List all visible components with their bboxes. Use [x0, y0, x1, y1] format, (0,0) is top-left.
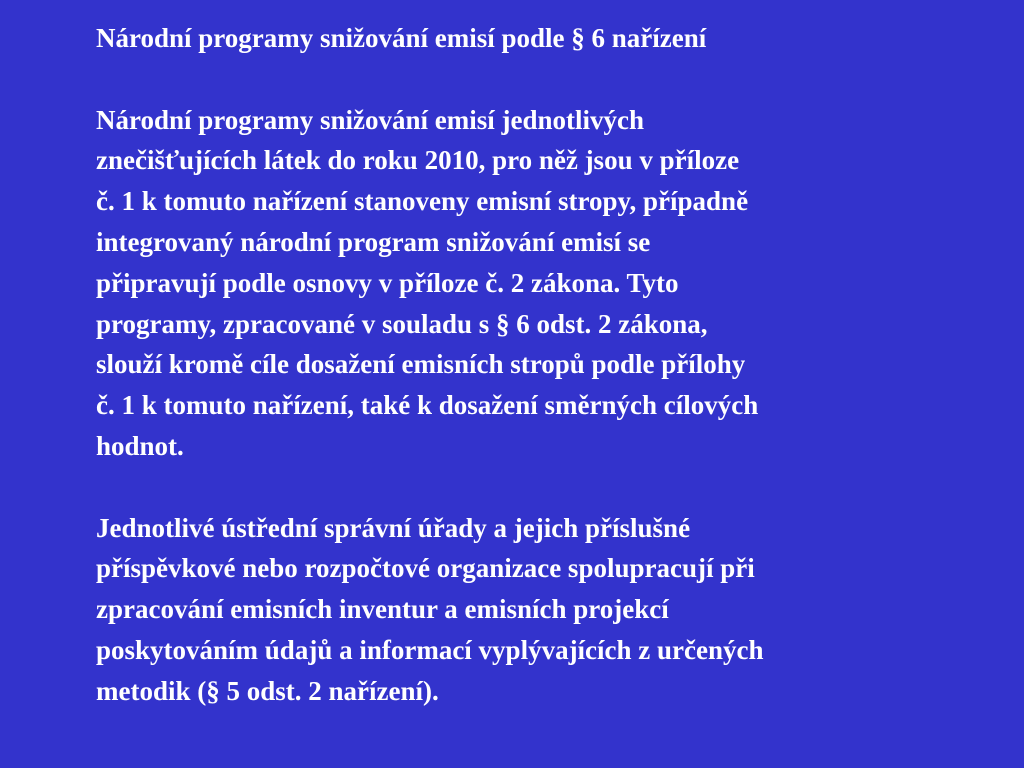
- text-line: integrovaný národní program snižování emisí se: [96, 226, 651, 257]
- text-line: programy, zpracované v souladu s § 6 odst. 2 zákona,: [96, 308, 708, 339]
- text-line: Jednotlivé ústřední správní úřady a jejich příslušné: [96, 512, 691, 543]
- text-line: poskytováním údajů a informací vyplývajících z určených: [96, 634, 764, 665]
- slide-text-body: [96, 18, 976, 712]
- text-line: Národní programy snižování emisí jednotlivých: [96, 104, 645, 135]
- text-line: slouží kromě cíle dosažení emisních stropů podle přílohy: [96, 349, 746, 380]
- paragraph-central-offices: [96, 508, 976, 712]
- text-line: znečišťujících látek do roku 2010, pro něž jsou v příloze: [96, 145, 740, 176]
- text-line: č. 1 k tomuto nařízení stanoveny emisní stropy, případně: [96, 186, 749, 217]
- paragraph-national-programs: [96, 100, 976, 467]
- heading-line: Národní programy snižování emisí podle § 6 nařízení: [96, 23, 707, 53]
- text-line: metodik (§ 5 odst. 2 nařízení).: [96, 675, 439, 706]
- text-line: zpracování emisních inventur a emisních projekcí: [96, 594, 669, 625]
- text-line: č. 1 k tomuto nařízení, také k dosažení směrných cílových: [96, 390, 759, 421]
- slide-heading: [96, 18, 976, 59]
- paragraph-spacer: [96, 467, 976, 508]
- text-line: připravují podle osnovy v příloze č. 2 zákona. Tyto: [96, 267, 679, 298]
- text-line: příspěvkové nebo rozpočtové organizace spolupracují při: [96, 553, 755, 584]
- paragraph-spacer: [96, 59, 976, 100]
- text-line: hodnot.: [96, 430, 184, 461]
